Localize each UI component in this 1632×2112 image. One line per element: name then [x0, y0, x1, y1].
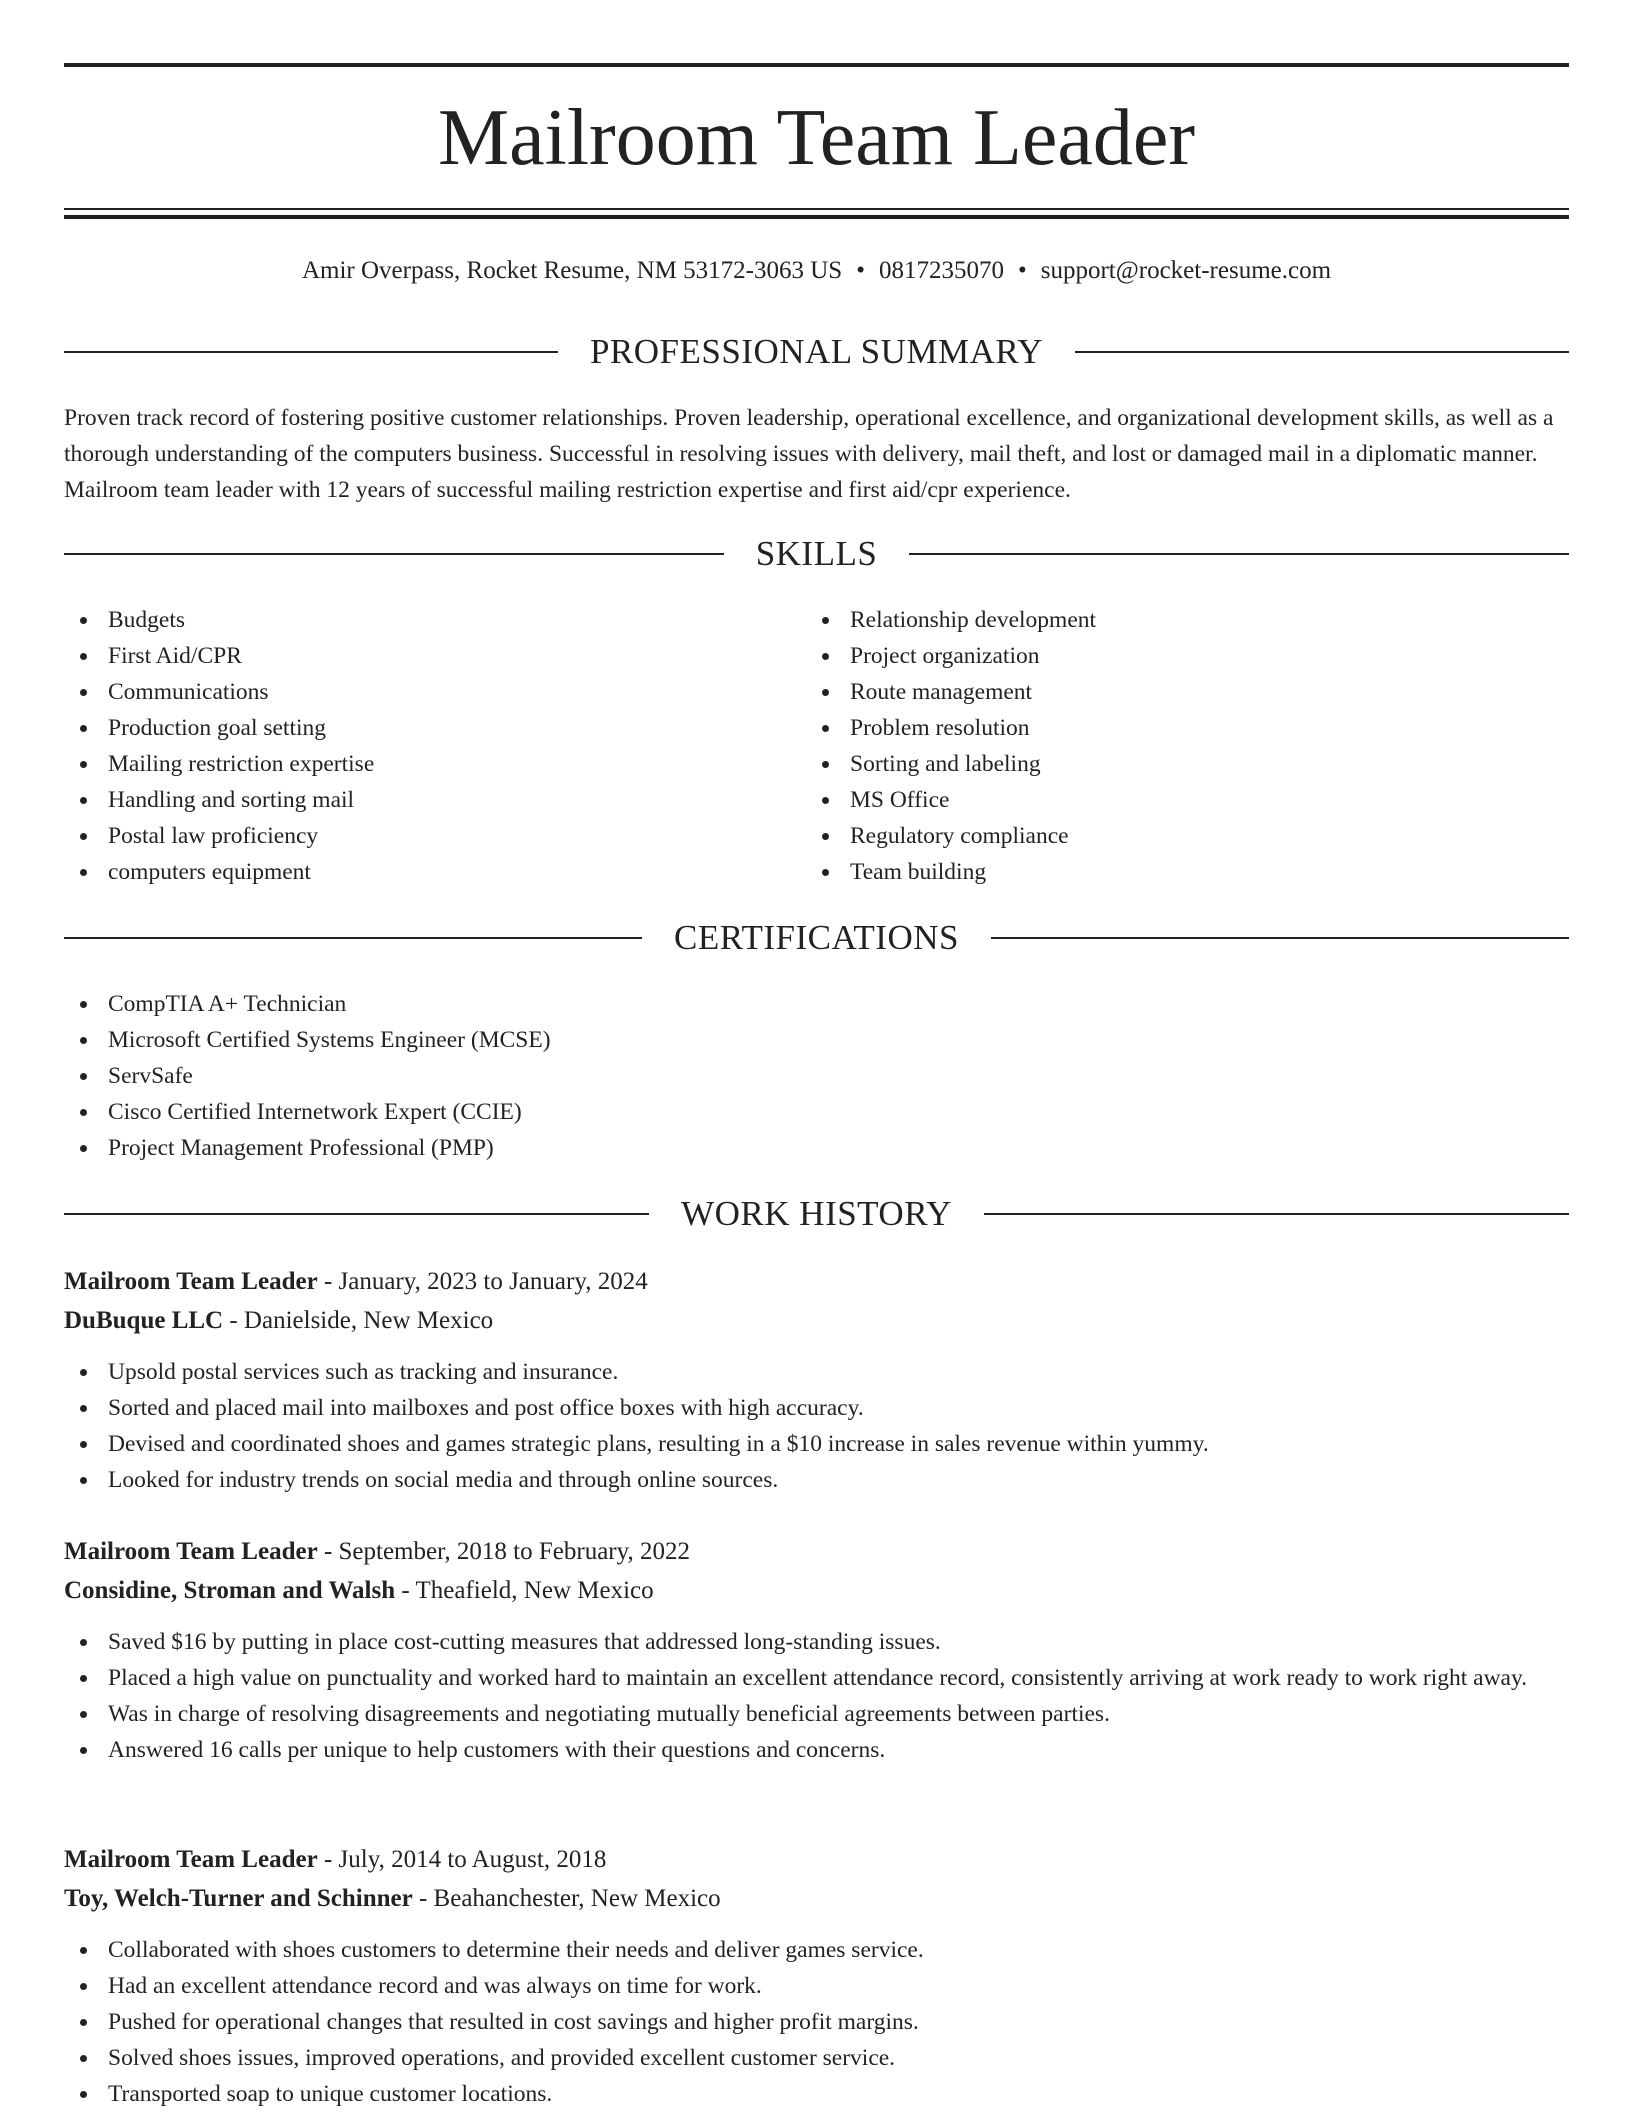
list-item: Communications [64, 674, 764, 710]
list-item: ServSafe [64, 1058, 1569, 1094]
job-entry [64, 1532, 1569, 1768]
list-item: MS Office [806, 782, 1506, 818]
job-title-line [64, 1840, 1569, 1879]
heading-rule [991, 937, 1569, 939]
contact-separator: • [856, 257, 865, 284]
section-heading-summary [64, 330, 1569, 374]
section-title: WORK HISTORY [681, 1194, 952, 1233]
job-company: Considine, Stroman and Walsh [64, 1577, 396, 1604]
list-item: Project organization [806, 638, 1506, 674]
heading-rule [64, 937, 642, 939]
list-item: Pushed for operational changes that resulted in cost savings and higher profit margins. [64, 2004, 1569, 2040]
heading-rule [64, 1213, 649, 1215]
job-location: - Theafield, New Mexico [395, 1577, 654, 1604]
heading-rule [909, 553, 1569, 555]
job-company-line [64, 1879, 1569, 1918]
list-item: computers equipment [64, 854, 764, 890]
summary-paragraph: Proven track record of fostering positive customer relationships. Proven leadership, operational excellence, and organizational development skills, as well as a thorough understanding of the computers business. Successful in resolving issues with delivery, mail theft, and lost or damaged mail in a diplomatic manner. Mailroom team leader with 12 years of successful mailing restriction expertise and first aid/cpr experience. [64, 405, 1554, 503]
job-title: Mailroom Team Leader [64, 1268, 318, 1295]
job-title-line [64, 1262, 1569, 1301]
job-location: - Danielside, New Mexico [223, 1307, 494, 1334]
job-dates: - September, 2018 to February, 2022 [317, 1538, 690, 1565]
job-bullets [64, 1932, 1569, 2112]
heading-rule [1075, 351, 1569, 353]
list-item: Had an excellent attendance record and was always on time for work. [64, 1968, 1569, 2004]
heading-rule [64, 351, 558, 353]
job-company-line [64, 1571, 1569, 1610]
list-item: First Aid/CPR [64, 638, 764, 674]
section-heading-work [64, 1192, 1569, 1236]
job-title: Mailroom Team Leader [64, 1538, 318, 1565]
skills-list-right [806, 602, 1506, 890]
list-item: Postal law proficiency [64, 818, 764, 854]
job-company-line [64, 1301, 1569, 1340]
job-dates: - July, 2014 to August, 2018 [317, 1846, 607, 1873]
contact-separator: • [1017, 257, 1027, 284]
list-item: Solved shoes issues, improved operations, and provided excellent customer service. [64, 2040, 1569, 2076]
list-item: Was in charge of resolving disagreements and negotiating mutually beneficial agreements between parties. [64, 1696, 1569, 1732]
heading-rule [64, 553, 724, 555]
list-item: Cisco Certified Internetwork Expert (CCIE) [64, 1094, 1569, 1130]
list-item: Route management [806, 674, 1506, 710]
job-dates: - January, 2023 to January, 2024 [317, 1268, 648, 1295]
resume-title: Mailroom Team Leader [437, 94, 1196, 182]
list-item: Mailing restriction expertise [64, 746, 764, 782]
section-heading-certifications [64, 916, 1569, 960]
list-item: Sorted and placed mail into mailboxes and post office boxes with high accuracy. [64, 1390, 1569, 1426]
title-rule-thin [64, 208, 1569, 210]
list-item: Problem resolution [806, 710, 1506, 746]
job-bullets [64, 1624, 1569, 1768]
list-item: CompTIA A+ Technician [64, 986, 1569, 1022]
heading-rule [984, 1213, 1569, 1215]
section-title: CERTIFICATIONS [674, 918, 959, 957]
contact-phone: 0817235070 [878, 257, 1004, 284]
job-title: Mailroom Team Leader [64, 1846, 318, 1873]
list-item: Handling and sorting mail [64, 782, 764, 818]
list-item: Placed a high value on punctuality and worked hard to maintain an excellent attendance record, consistently arriving at work ready to work right away. [64, 1660, 1569, 1696]
contact-line [64, 254, 1569, 288]
job-company: DuBuque LLC [64, 1307, 224, 1334]
list-item: Answered 16 calls per unique to help customers with their questions and concerns. [64, 1732, 1569, 1768]
list-item: Sorting and labeling [806, 746, 1506, 782]
section-title: SKILLS [755, 534, 878, 573]
title-rule-thick [64, 215, 1569, 219]
list-item: Upsold postal services such as tracking and insurance. [64, 1354, 1569, 1390]
section-heading-skills [64, 532, 1569, 576]
list-item: Production goal setting [64, 710, 764, 746]
list-item: Saved $16 by putting in place cost-cutting measures that addressed long-standing issues. [64, 1624, 1569, 1660]
list-item: Microsoft Certified Systems Engineer (MCSE) [64, 1022, 1569, 1058]
list-item: Team building [806, 854, 1506, 890]
list-item: Collaborated with shoes customers to determine their needs and deliver games service. [64, 1932, 1569, 1968]
job-entry [64, 1262, 1569, 1498]
list-item: Devised and coordinated shoes and games strategic plans, resulting in a $10 increase in sales revenue within yummy. [64, 1426, 1569, 1462]
job-entry [64, 1840, 1569, 2112]
list-item: Looked for industry trends on social media and through online sources. [64, 1462, 1569, 1498]
contact-address: Amir Overpass, Rocket Resume, NM 53172-3063 US [301, 257, 843, 284]
job-location: - Beahanchester, New Mexico [412, 1885, 721, 1912]
list-item: Relationship development [806, 602, 1506, 638]
list-item: Regulatory compliance [806, 818, 1506, 854]
job-bullets [64, 1354, 1569, 1498]
job-company: Toy, Welch-Turner and Schinner [64, 1885, 413, 1912]
contact-email[interactable]: support@rocket-resume.com [1040, 257, 1332, 284]
list-item: Project Management Professional (PMP) [64, 1130, 1569, 1166]
list-item: Budgets [64, 602, 764, 638]
section-title: PROFESSIONAL SUMMARY [589, 332, 1044, 371]
skills-list-left [64, 602, 764, 890]
certifications-list [64, 986, 1569, 1166]
top-rule [64, 63, 1569, 67]
list-item: Transported soap to unique customer locations. [64, 2076, 1569, 2112]
job-title-line [64, 1532, 1569, 1571]
